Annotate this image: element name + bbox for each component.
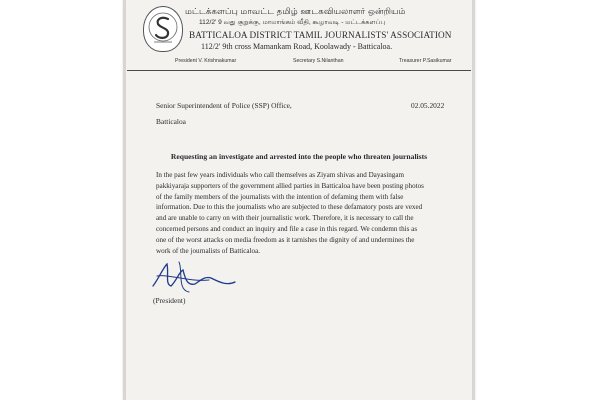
body-line: pakkiyaraja supporters of the government allied parties in Batticaloa have been posting photos [156, 181, 424, 190]
treasurer-name: Treasurer P.Sasikumar [399, 58, 452, 64]
body-line: information. Due to this the journalists who are subjected to these defamatory posts are vexed [156, 203, 423, 212]
english-address: 112/2' 9th cross Mamankam Road, Koolawady - Batticaloa. [201, 42, 393, 51]
letter-page [123, 0, 475, 400]
president-name: President V. Krishnakumar [175, 58, 237, 64]
page-edge-left [123, 0, 126, 400]
page-edge-right [472, 0, 475, 400]
body-line: work of the journalists of Batticaloa. [156, 246, 261, 255]
tamil-address: 112/2' 9 வது குறுக்கு, மாமாங்கம் வீதி, கூழாவடி - மட்டக்களப்பு [199, 19, 386, 26]
recipient-line-2: Batticaloa [156, 117, 186, 126]
president-signature [149, 256, 239, 301]
body-line: of the family members of the journalists with the intention of defaming them with false [156, 192, 404, 201]
body-line: In the past few years individuals who call themselves as Ziyam shivas and Dayasingam [156, 171, 405, 179]
recipient-line-1: Senior Superintendent of Police (SSP) Office, [156, 101, 292, 110]
letter-body [156, 170, 456, 256]
header-divider [127, 70, 471, 71]
letter-subject: Requesting an investigate and arrested into the people who threaten journalists [170, 152, 428, 161]
signatory-label: (President) [153, 296, 186, 305]
secretary-name: Secretary S.Nilanthan [293, 58, 344, 64]
body-line: concerned persons and conduct an inquiry and file a case in this regard. We condemn this as [156, 224, 418, 233]
letter-date: 02.05.2022 [411, 101, 445, 110]
tamil-association-name: மட்டக்களப்பு மாவட்ட தமிழ் ஊடகவியலாளர் ஒன்றியம் [185, 6, 406, 16]
english-association-name: BATTICALOA DISTRICT TAMIL JOURNALISTS' ASSOCIATION [189, 30, 452, 40]
body-line: one of the worst attacks on media freedom as it tarnishes the dignity of and undermines the [156, 235, 415, 244]
body-line: and are unable to carry on with their journalistic work. Therefore, it is necessary to call the [156, 214, 414, 223]
